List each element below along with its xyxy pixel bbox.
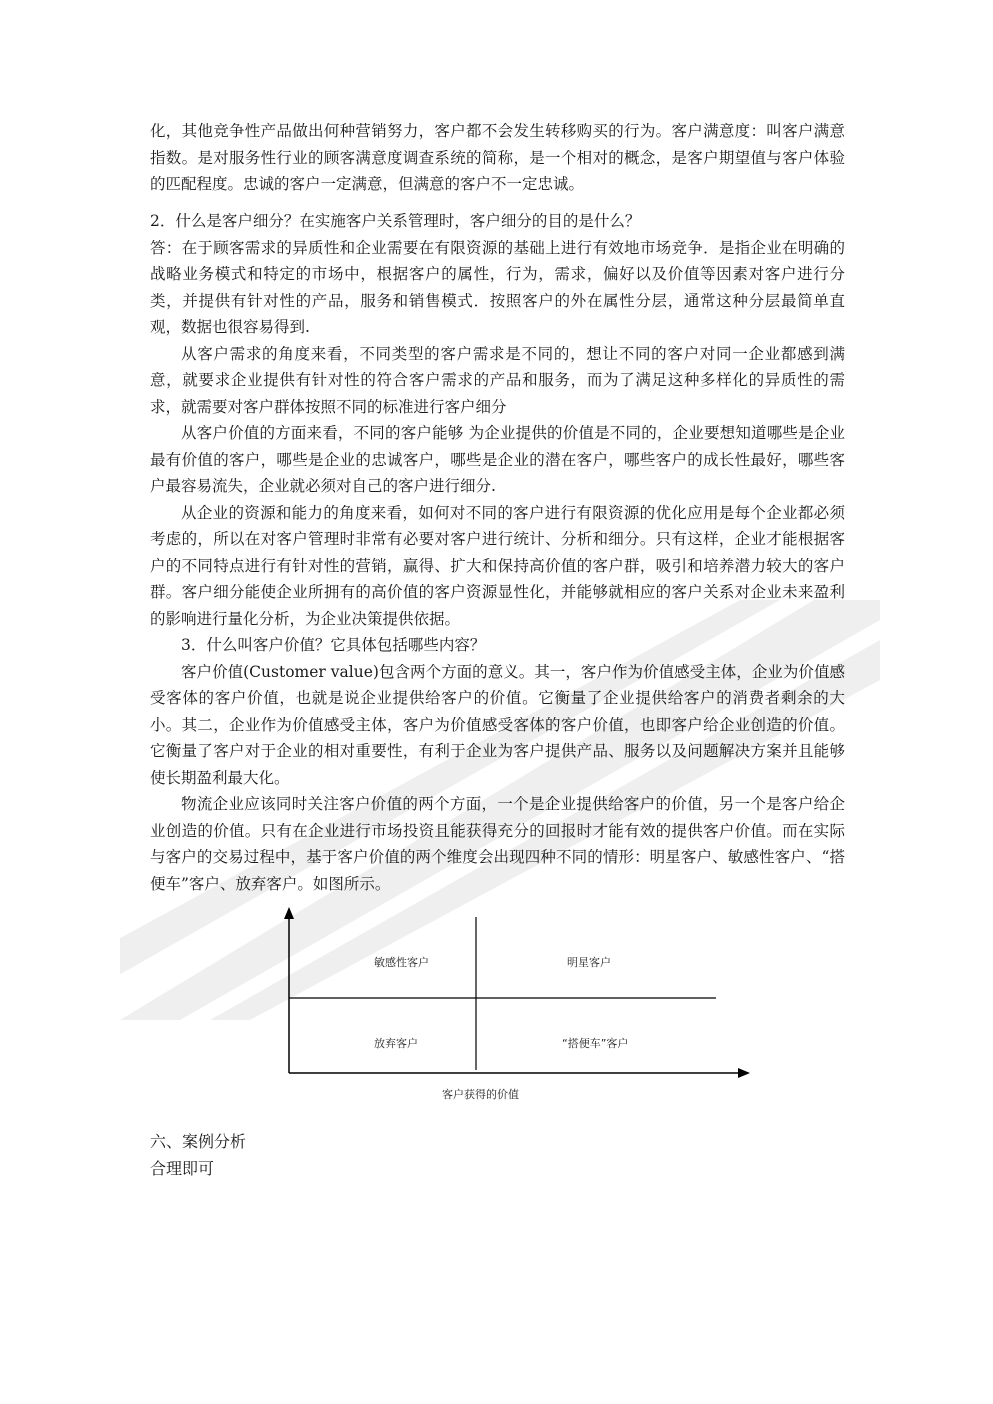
section-6-body: 合理即可 (150, 1159, 215, 1178)
question-3-block (150, 632, 845, 897)
quadrant-free-rider-customer: “搭便车”客户 (562, 1037, 629, 1050)
question-2-title: 2．什么是客户细分？在实施客户关系管理时，客户细分的目的是什么？ (150, 212, 641, 230)
customer-value-matrix (270, 905, 770, 1105)
quadrant-abandon-customer: 放弃客户 (374, 1037, 418, 1050)
intro-block (150, 118, 845, 198)
question-2-block (150, 208, 845, 632)
x-axis-label: 客户获得的价值 (442, 1088, 519, 1101)
question-2-answer: 答：在于顾客需求的异质性和企业需要在有限资源的基础上进行有效地市场竞争．是指企业在明确的战略业务模式和特定的市场中，根据客户的属性，行为，需求，偏好以及价值等因素对客户进行分类，并提供有针对性的产品，服务和销售模式．按照客户的外在属性分层，通常这种分层最简单直观，数据也很容易得到. (150, 238, 845, 336)
question-2-para-resources: 从企业的资源和能力的角度来看，如何对不同的客户进行有限资源的优化应用是每个企业都必须考虑的，所以在对客户管理时非常有必要对客户进行统计、分析和细分。只有这样，企业才能根据客户的不同特点进行有针对性的营销，赢得、扩大和保持高价值的客户群，吸引和培养潜力较大的客户群。客户细分能使企业所拥有的高价值的客户资源显性化，并能够就相应的客户关系对企业未来盈利的影响进行量化分析，为企业决策提供依据。 (150, 503, 845, 628)
quadrant-sensitive-customer: 敏感性客户 (374, 956, 429, 969)
question-2-para-value: 从客户价值的方面来看，不同的客户能够 为企业提供的价值是不同的，企业要想知道哪些是企业最有价值的客户，哪些是企业的忠诚客户，哪些是企业的潜在客户，哪些客户的成长性最好，哪些客户最容易流失，企业就必须对自己的客户进行细分. (150, 424, 845, 495)
question-2-para-demand: 从客户需求的角度来看，不同类型的客户需求是不同的，想让不同的客户对同一企业都感到满意，就要求企业提供有针对性的符合客户需求的产品和服务，而为了满足这种多样化的异质性的需求，就需要对客户群体按照不同的标准进行客户细分 (150, 344, 845, 416)
x-axis-arrow-icon (738, 1068, 750, 1078)
question-3-para-logistics: 物流企业应该同时关注客户价值的两个方面，一个是企业提供给客户的价值，另一个是客户给企业创造的价值。只有在企业进行市场投资且能获得充分的回报时才能有效的提供客户价值。而在实际与客户的交易过程中，基于客户价值的两个维度会出现四种不同的情形：明星客户、敏感性客户、“搭便车”客户、放弃客户。如图所示。 (150, 795, 845, 893)
section-6-block (150, 1128, 246, 1182)
y-axis-arrow-icon (284, 907, 294, 919)
question-3-para-definition: 客户价值(Customer value)包含两个方面的意义。其一，客户作为价值感受主体，企业为价值感受客体的客户价值，也就是说企业提供给客户的价值。它衡量了企业提供给客户的消费者剩余的大小。其二，企业作为价值感受主体，客户为价值感受客体的客户价值，也即客户给企业创造的价值。它衡量了客户对于企业的相对重要性，有利于企业为客户提供产品、服务以及问题解决方案并且能够使长期盈利最大化。 (150, 662, 845, 787)
section-6-heading: 六、案例分析 (150, 1132, 247, 1151)
quadrant-star-customer: 明星客户 (567, 956, 611, 969)
intro-paragraph: 化，其他竞争性产品做出何种营销努力，客户都不会发生转移购买的行为。客户满意度：叫客户满意指数。是对服务性行业的顾客满意度调查系统的简称，是一个相对的概念，是客户期望值与客户体验的匹配程度。忠诚的客户一定满意，但满意的客户不一定忠诚。 (150, 122, 845, 193)
question-3-title: 3．什么叫客户价值？它具体包括哪些内容？ (181, 636, 486, 654)
